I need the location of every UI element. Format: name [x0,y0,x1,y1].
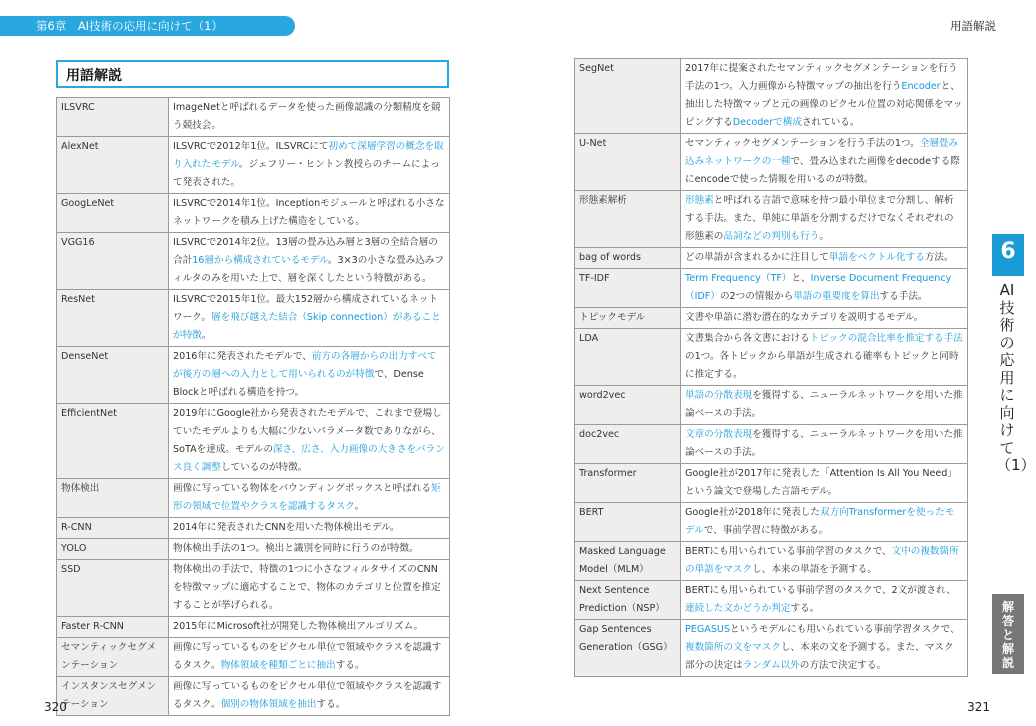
definition-text: を獲得する、ニューラルネットワークを用いた推論ベースの手法。 [685,390,963,419]
definition-text: 2016年に発表されたモデルで、 [173,351,312,362]
glossary-definition [169,518,450,539]
glossary-row [57,290,450,347]
glossary-term: word2vec [575,386,681,425]
glossary-definition [169,290,450,347]
highlighted-text: 前方の各層からの出力すべてが後方の層への入力として用いられるのが特徴 [173,351,437,380]
glossary-row [575,386,968,425]
chapter-header-title: 第6章 AI技術の応用に向けて（1） [36,19,223,33]
glossary-definition [169,617,450,638]
glossary-row [57,137,450,194]
glossary-row [575,464,968,503]
glossary-term: LDA [575,329,681,386]
glossary-table-left [56,97,450,716]
highlighted-text: 単語の分散表現 [685,390,753,401]
glossary-definition [681,191,968,248]
definition-text: 画像に写っているものをピクセル単位で領域やクラスを認識するタスク。 [173,642,442,671]
highlighted-text: Encoder [901,81,941,92]
definition-text: する手法。 [879,291,928,302]
definition-text: の2つの情報から [719,291,794,302]
answer-tab-label: 解答と解説 [1002,600,1015,670]
glossary-term: bag of words [575,248,681,269]
glossary-term: トピックモデル [575,308,681,329]
definition-text: ILSVRCで2014年2位。13層の畳み込み層と3層の全結合層の合計 [173,237,438,266]
glossary-row [575,134,968,191]
chapter-number: 6 [1000,239,1016,264]
highlighted-text: PEGASUS [685,624,731,635]
definition-text: で、事前学習に特徴がある。 [703,525,829,536]
definition-text: し、本来の文を予測する。また、マスク部分の決定は [685,642,954,671]
definition-text: 。 [819,231,829,242]
page-number-left: 320 [44,700,67,714]
definition-text: 物体検出の手法で、特徴の1つに小さなフィルタサイズのCNNを特徴マップに適応することで、物体のカテゴリと位置を推定することが挙げられる。 [173,564,441,611]
glossary-term: SSD [57,560,169,617]
chapter-number-tab [992,234,1024,276]
definition-text: する。 [316,699,346,710]
glossary-term: ILSVRC [57,98,169,137]
highlighted-text: 形態素 [685,195,714,206]
glossary-definition [169,560,450,617]
highlighted-text: 連続した文かどうか判定 [685,603,791,614]
highlighted-text: 複数箇所の文をマスク [685,642,781,653]
glossary-definition [681,503,968,542]
highlighted-text: 層を飛び越えた結合（Skip connection）があることが特徴 [173,312,441,341]
glossary-definition [681,425,968,464]
glossary-definition [681,59,968,134]
definition-text: セマンティックセグメンテーションを行う手法の1つ。 [685,138,920,149]
highlighted-text: 単語をベクトル化する [828,252,925,263]
definition-text: 文書集合から各文書における [685,333,810,344]
definition-text: 物体検出手法の1つ。検出と識別を同時に行うのが特徴。 [173,543,419,554]
side-chapter-title: AI技術の応用に向けて（1） [996,281,1036,474]
highlighted-text: 個別の物体領域を抽出 [220,699,317,710]
glossary-row [575,581,968,620]
glossary-row [57,404,450,479]
glossary-definition [169,539,450,560]
glossary-row [575,503,968,542]
definition-text: 。 [201,330,212,341]
glossary-row [57,347,450,404]
glossary-definition [169,233,450,290]
glossary-term: TF-IDF [575,269,681,308]
highlighted-text: 矩形の領域で位置やクラスを認識するタスク [173,483,441,512]
glossary-term: インスタンスセグメンテーション [57,677,169,716]
highlighted-text: Inverse Document Frequency（IDF） [685,273,952,302]
glossary-term: Gap Sentences Generation（GSG） [575,620,681,677]
glossary-term: GoogLeNet [57,194,169,233]
glossary-term: SegNet [575,59,681,134]
definition-text: 。ジェフリー・ヒントン教授らのチームによって発表された。 [173,159,440,188]
definition-text: 2015年にMicrosoft社が開発した物体検出アルゴリズム。 [173,621,424,632]
highlighted-text: 品詞などの判別も行う [723,231,820,242]
highlighted-text: Decoderで構成 [732,117,802,128]
definition-text: 2017年に提案されたセマンティックセグメンテーションを行う手法の1つ。入力画像から特徴マップの抽出を行う [685,63,958,92]
glossary-row [575,191,968,248]
glossary-term: ResNet [57,290,169,347]
glossary-definition [681,386,968,425]
definition-text: 画像に写っているものをピクセル単位で領域やクラスを認識するタスク。 [173,681,442,710]
glossary-row [57,233,450,290]
glossary-row [575,425,968,464]
glossary-row [57,638,450,677]
page-number-right: 321 [967,700,990,714]
glossary-row [57,194,450,233]
glossary-definition [169,98,450,137]
glossary-term: U-Net [575,134,681,191]
definition-text: 。 [354,501,365,512]
glossary-row [575,59,968,134]
glossary-term: EfficientNet [57,404,169,479]
glossary-row [575,269,968,308]
highlighted-text: 深さ、広さ、入力画像の大きさをバランス良く調整 [173,444,445,473]
section-title: 用語解説 [66,68,122,84]
highlighted-text: 物体領域を種類ごとに抽出 [220,660,336,671]
glossary-row [57,617,450,638]
highlighted-text: 双方向Transformerを使ったモデル [685,507,955,536]
highlighted-text: 文章の分散表現 [685,429,753,440]
chapter-header-bar [0,16,295,36]
highlighted-text: 16層から構成されているモデル [192,255,328,266]
definition-text: で、畳み込まれた画像をdecodeする際にencodeで使った情報を用いるのが特徴。 [685,156,960,185]
glossary-term: 形態素解析 [575,191,681,248]
glossary-definition [681,464,968,503]
definition-text: しているのが特徴。 [220,462,308,473]
glossary-definition [681,134,968,191]
glossary-term: Next Sentence Prediction（NSP） [575,581,681,620]
highlighted-text: トピックの混合比率を推定する手法 [809,333,963,344]
glossary-term: 物体検出 [57,479,169,518]
highlighted-text: 全層畳み込みネットワークの一種 [685,138,959,167]
definition-text: 方法。 [924,252,954,263]
glossary-term: YOLO [57,539,169,560]
definition-text: する。 [790,603,820,614]
glossary-definition [681,269,968,308]
definition-text: 画像に写っている物体をバウンディングボックスと呼ばれる [173,483,431,494]
glossary-row [57,518,450,539]
definition-text: と呼ばれる言語で意味を持つ最小単位まで分割し、解析する手法。また、単純に単語を分割するだけでなくそれぞれの形態素の [685,195,954,242]
glossary-term: R-CNN [57,518,169,539]
glossary-definition [681,620,968,677]
definition-text: の1つ。各トピックから単語が生成される確率もトピックと同時に推定する。 [685,351,959,380]
definition-text: と、抽出した特徴マップと元の画像のピクセル位置の対応関係をマッピングする [685,81,963,128]
glossary-row [575,248,968,269]
glossary-definition [681,308,968,329]
glossary-definition [169,137,450,194]
definition-text: 。3×3の小さな畳み込みフィルタのみを用いた上で、層を深くしたという特徴がある。 [173,255,445,284]
answer-tab[interactable] [992,594,1024,674]
glossary-definition [169,404,450,479]
definition-text: 2019年にGoogle社から発表されたモデルで、これまで登場していたモデルよりも大幅に少ないパラメータ数でありながら、SoTAを達成。モデルの [173,408,442,455]
glossary-term: Faster R-CNN [57,617,169,638]
definition-text: されている。 [801,117,860,128]
glossary-definition [169,194,450,233]
glossary-definition [169,638,450,677]
running-title: 用語解説 [950,19,996,33]
definition-text: Google社が2017年に発表した「Attention Is All You Need」という論文で登場した言語モデル。 [685,468,957,497]
glossary-row [575,329,968,386]
definition-text: する。 [335,660,365,671]
glossary-definition [681,248,968,269]
glossary-row [57,560,450,617]
glossary-definition [681,329,968,386]
definition-text: し、本来の単語を予測する。 [752,564,877,575]
glossary-row [575,542,968,581]
definition-text: BERTにも用いられている事前学習のタスクで、 [685,546,892,557]
highlighted-text: ランダム以外 [742,660,800,671]
definition-text: の方法で決定する。 [799,660,887,671]
glossary-row [57,539,450,560]
glossary-row [57,98,450,137]
glossary-row [575,620,968,677]
highlighted-text: 単語の重要度を算出 [793,291,880,302]
glossary-term: VGG16 [57,233,169,290]
glossary-term: AlexNet [57,137,169,194]
definition-text: 2014年に発表されたCNNを用いた物体検出モデル。 [173,522,400,533]
glossary-term: DenseNet [57,347,169,404]
glossary-term: Masked Language Model（MLM） [575,542,681,581]
definition-text: ImageNetと呼ばれるデータを使った画像認識の分類精度を競う競技会。 [173,102,441,131]
definition-text: BERTにも用いられている事前学習のタスクで、2文が渡され、 [685,585,956,596]
glossary-row [575,308,968,329]
highlighted-text: Term Frequency（TF） [685,273,792,284]
glossary-table-right [574,58,968,677]
definition-text: というモデルにも用いられている事前学習タスクで、 [730,624,960,635]
definition-text: を獲得する、ニューラルネットワークを用いた推論ベースの手法。 [685,429,963,458]
glossary-term: BERT [575,503,681,542]
glossary-term: セマンティックセグメンテーション [57,638,169,677]
definition-text: ILSVRCで2015年1位。最大152層から構成されているネットワーク。 [173,294,438,323]
definition-text: ILSVRCで2012年1位。ILSVRCにて [173,141,329,152]
definition-text: で、Dense Blockと呼ばれる構造を持つ。 [173,369,424,398]
definition-text: ILSVRCで2014年1位。Inceptionモジュールと呼ばれる小さなネットワークを積み上げた構造をしている。 [173,198,445,227]
glossary-definition [169,677,450,716]
highlighted-text: 文中の複数箇所の単語をマスク [685,546,959,575]
definition-text: 文書や単語に潜む潜在的なカテゴリを説明するモデル。 [685,312,924,323]
glossary-definition [169,347,450,404]
definition-text: と、 [791,273,811,284]
definition-text: Google社が2018年に発表した [685,507,820,518]
glossary-row [57,479,450,518]
glossary-term: Transformer [575,464,681,503]
glossary-term: doc2vec [575,425,681,464]
section-title-box [56,60,449,88]
highlighted-text: 初めて深層学習の概念を取り入れたモデル [173,141,444,170]
glossary-definition [681,581,968,620]
glossary-definition [169,479,450,518]
glossary-row [57,677,450,716]
definition-text: どの単語が含まれるかに注目して [685,252,829,263]
glossary-definition [681,542,968,581]
